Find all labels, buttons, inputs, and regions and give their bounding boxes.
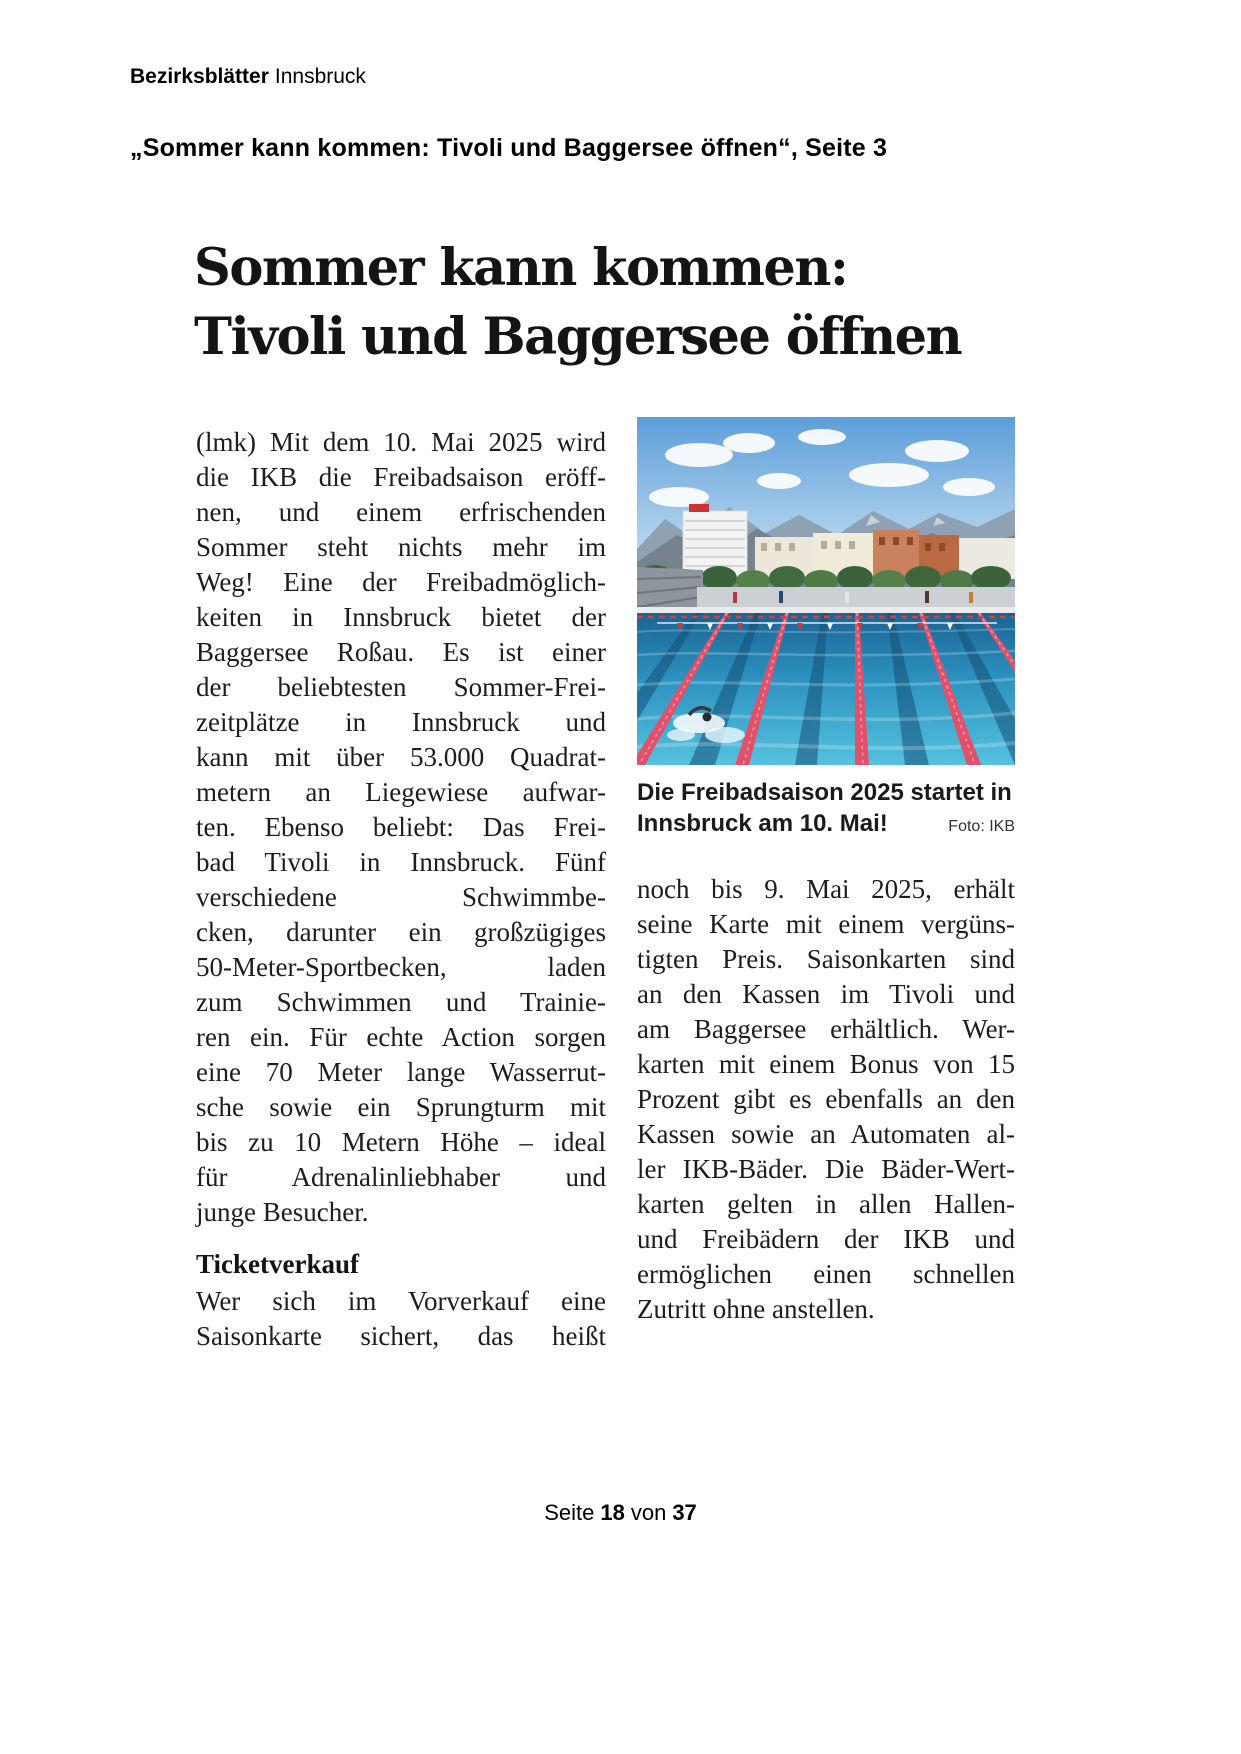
text-line: karten gelten in allen Hallen- <box>637 1189 1015 1219</box>
text-line: zeitplätze in Innsbruck und <box>196 707 606 737</box>
text-line: sche sowie ein Sprungturm mit <box>196 1092 606 1122</box>
text-line: (lmk) Mit dem 10. Mai 2025 wird <box>196 427 606 457</box>
text-line: metern an Liegewiese aufwar- <box>196 777 606 807</box>
text-line: nen, und einem erfrischenden <box>196 497 606 527</box>
text-line: kann mit über 53.000 Quadrat- <box>196 742 606 772</box>
text-line: für Adrenalinliebhaber und <box>196 1162 606 1192</box>
text-line: noch bis 9. Mai 2025, erhält <box>637 874 1015 904</box>
photo-caption-line-2: Innsbruck am 10. Mai! <box>637 810 888 837</box>
text-line: Baggersee Roßau. Es ist einer <box>196 637 606 667</box>
page-number-footer <box>0 1500 1241 1526</box>
article-teaser-line: „Sommer kann kommen: Tivoli und Baggersee öffnen“, Seite 3 <box>130 134 888 162</box>
text-line: am Baggersee erhältlich. Wer- <box>637 1014 1015 1044</box>
text-line: karten mit einem Bonus von 15 <box>637 1049 1015 1079</box>
text-line: ren ein. Für echte Action sorgen <box>196 1022 606 1052</box>
text-line: junge Besucher. <box>196 1197 369 1227</box>
publication-name <box>130 64 366 90</box>
text-line: Wer sich im Vorverkauf eine <box>196 1286 606 1316</box>
text-line: eine 70 Meter lange Wasserrut- <box>196 1057 606 1087</box>
text-line: Sommer steht nichts mehr im <box>196 532 606 562</box>
footer-current-page: 18 <box>600 1500 625 1525</box>
publication-name-bold: Bezirksblätter <box>130 65 269 88</box>
column-1-paragraph <box>196 425 606 1230</box>
text-line: ermöglichen einen schnellen <box>637 1259 1015 1289</box>
text-line: und Freibädern der IKB und <box>637 1224 1015 1254</box>
text-line: ler IKB-Bäder. Die Bäder-Wert- <box>637 1154 1015 1184</box>
text-line: Saisonkarte sichert, das heißt <box>196 1321 606 1351</box>
article-body <box>196 417 1016 1354</box>
text-line: tigten Preis. Saisonkarten sind <box>637 944 1015 974</box>
footer-total-pages: 37 <box>672 1500 697 1525</box>
text-line: Zutritt ohne anstellen. <box>637 1294 875 1324</box>
text-line: ten. Ebenso beliebt: Das Frei- <box>196 812 606 842</box>
photo-caption-line-1: Die Freibadsaison 2025 startet in <box>637 779 1012 806</box>
footer-label-seite: Seite <box>544 1500 595 1525</box>
text-line: der beliebtesten Sommer-Frei- <box>196 672 606 702</box>
text-line: Weg! Eine der Freibadmöglich- <box>196 567 606 597</box>
text-line: bis zu 10 Metern Höhe – ideal <box>196 1127 606 1157</box>
article-column-1 <box>196 417 606 1354</box>
text-line: die IKB die Freibadsaison eröff- <box>196 462 606 492</box>
text-line: Prozent gibt es ebenfalls an den <box>637 1084 1015 1114</box>
column-2-paragraph <box>637 872 1015 1327</box>
photo-caption <box>637 777 1015 839</box>
subheading-ticketverkauf: Ticketverkauf <box>196 1249 359 1279</box>
text-line: 50-Meter-Sportbecken, laden <box>196 952 606 982</box>
pool-photo <box>637 417 1015 765</box>
publication-name-regular: Innsbruck <box>274 65 366 88</box>
article-column-2 <box>637 417 1015 1354</box>
article-headline <box>194 234 1024 372</box>
text-line: seine Karte mit einem vergüns- <box>637 909 1015 939</box>
text-line: verschiedene Schwimmbe- <box>196 882 606 912</box>
text-line: bad Tivoli in Innsbruck. Fünf <box>196 847 606 877</box>
footer-label-von: von <box>630 1500 667 1525</box>
text-line: Kassen sowie an Automaten al- <box>637 1119 1015 1149</box>
text-line: cken, darunter ein großzügiges <box>196 917 606 947</box>
text-line: zum Schwimmen und Trainie- <box>196 987 606 1017</box>
photo-credit: Foto: IKB <box>948 818 1015 835</box>
pool-photo-illustration <box>637 417 1015 765</box>
text-line: an den Kassen im Tivoli und <box>637 979 1015 1009</box>
headline-line-2: Tivoli und Baggersee öffnen <box>194 307 962 368</box>
column-1-paragraph-2 <box>196 1284 606 1354</box>
headline-line-1: Sommer kann kommen: <box>194 238 848 299</box>
text-line: keiten in Innsbruck bietet der <box>196 602 606 632</box>
